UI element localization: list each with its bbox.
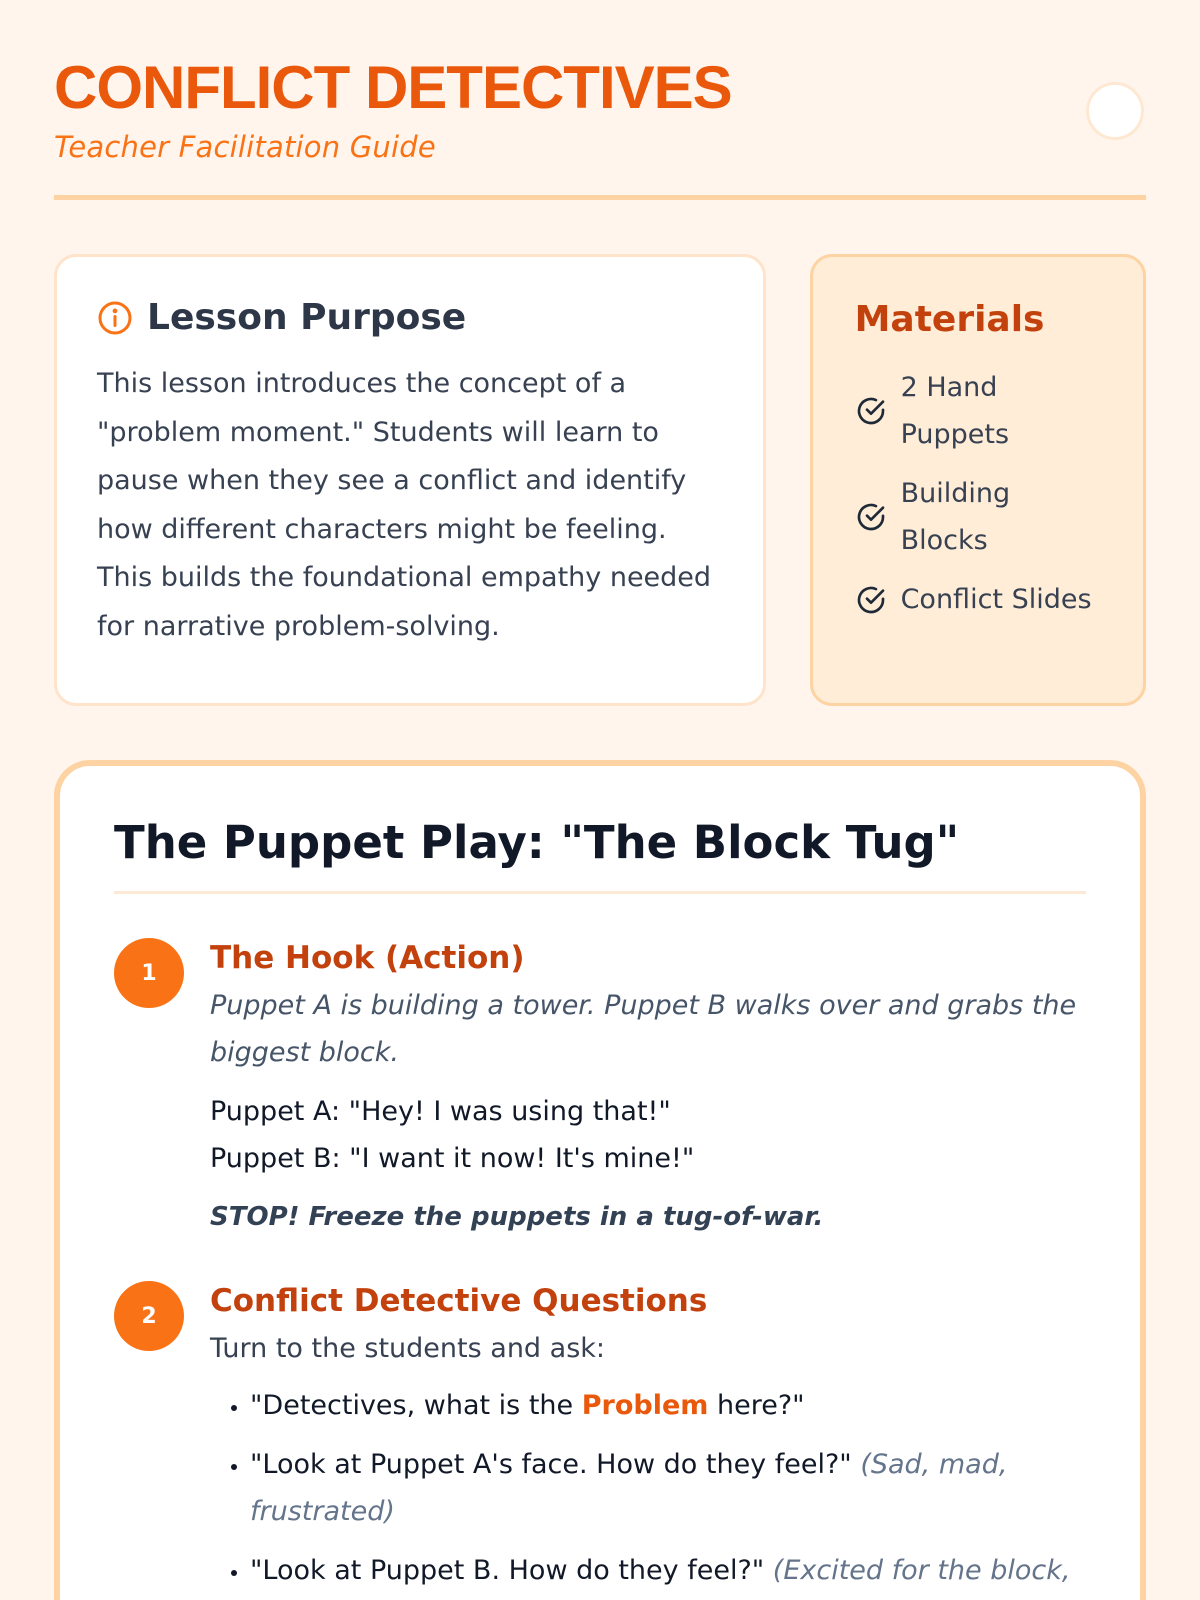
materials-item [855, 364, 1113, 458]
page-subtitle: Teacher Facilitation Guide [54, 130, 436, 164]
question-item [250, 1382, 1086, 1429]
page-header [54, 54, 1146, 200]
step-title: Conflict Detective Questions [210, 1283, 708, 1319]
question-item [250, 1547, 1086, 1594]
step-number-badge: 1 [114, 938, 184, 1008]
step-intro: Turn to the students and ask: [210, 1333, 605, 1364]
step-title: The Hook (Action) [210, 940, 525, 976]
dialogue-line-puppet-a: Puppet A: "Hey! I was using that!" [210, 1096, 671, 1127]
dialogue-line-puppet-b: Puppet B: "I want it now! It's mine!" [210, 1143, 695, 1174]
materials-item-label: Building Blocks [900, 478, 1011, 556]
lesson-purpose-header [97, 297, 723, 338]
lesson-purpose-text: This lesson introduces the concept of a "problem moment." Students will learn to pause when they see a conflict and identify how different characters might be feeling. This builds the foundational empathy needed for narrative problem-solving. [97, 368, 712, 642]
top-row [54, 254, 1146, 706]
materials-list [855, 364, 1113, 623]
check-circle-icon [855, 395, 887, 427]
info-icon [97, 300, 133, 336]
step-body [210, 938, 1086, 1241]
materials-title: Materials [854, 299, 1045, 340]
puppet-play-title: The Puppet Play: "The Block Tug" [114, 816, 1086, 894]
question-item [250, 1441, 1086, 1535]
lesson-purpose-title: Lesson Purpose [147, 297, 467, 338]
question-text: here?" [708, 1390, 805, 1421]
stage-direction: Puppet A is building a tower. Puppet B walks over and grabs the biggest block. [210, 990, 1077, 1068]
highlight-keyword: Problem [581, 1390, 709, 1421]
question-text: "Look at Puppet B. How do they feel?" [250, 1555, 765, 1586]
materials-item-label: 2 Hand Puppets [900, 372, 1010, 450]
materials-item [855, 470, 1113, 564]
question-text: "Look at Puppet A's face. How do they feel?" [250, 1449, 852, 1480]
header-badge-circle [1086, 82, 1144, 140]
check-circle-icon [855, 584, 887, 616]
stop-instruction: STOP! Freeze the puppets in a tug-of-war. [210, 1202, 824, 1232]
dialogue [210, 1088, 1086, 1182]
question-list [210, 1382, 1086, 1594]
materials-item [855, 576, 1113, 623]
step-1 [114, 938, 1086, 1241]
step-number-badge: 2 [114, 1281, 184, 1351]
answer-hint: (Excited for the block, [772, 1555, 1071, 1586]
step-2 [114, 1281, 1086, 1600]
lesson-purpose-card [54, 254, 766, 706]
check-circle-icon [855, 501, 887, 533]
puppet-play-card [54, 760, 1146, 1600]
question-text: "Detectives, what is the [250, 1390, 582, 1421]
materials-card [810, 254, 1146, 706]
materials-item-label: Conflict Slides [900, 584, 1092, 615]
page-title: CONFLICT DETECTIVES [54, 54, 732, 121]
answer-hint: (Sad, mad, frustrated) [250, 1449, 1008, 1527]
step-body [210, 1281, 1086, 1600]
